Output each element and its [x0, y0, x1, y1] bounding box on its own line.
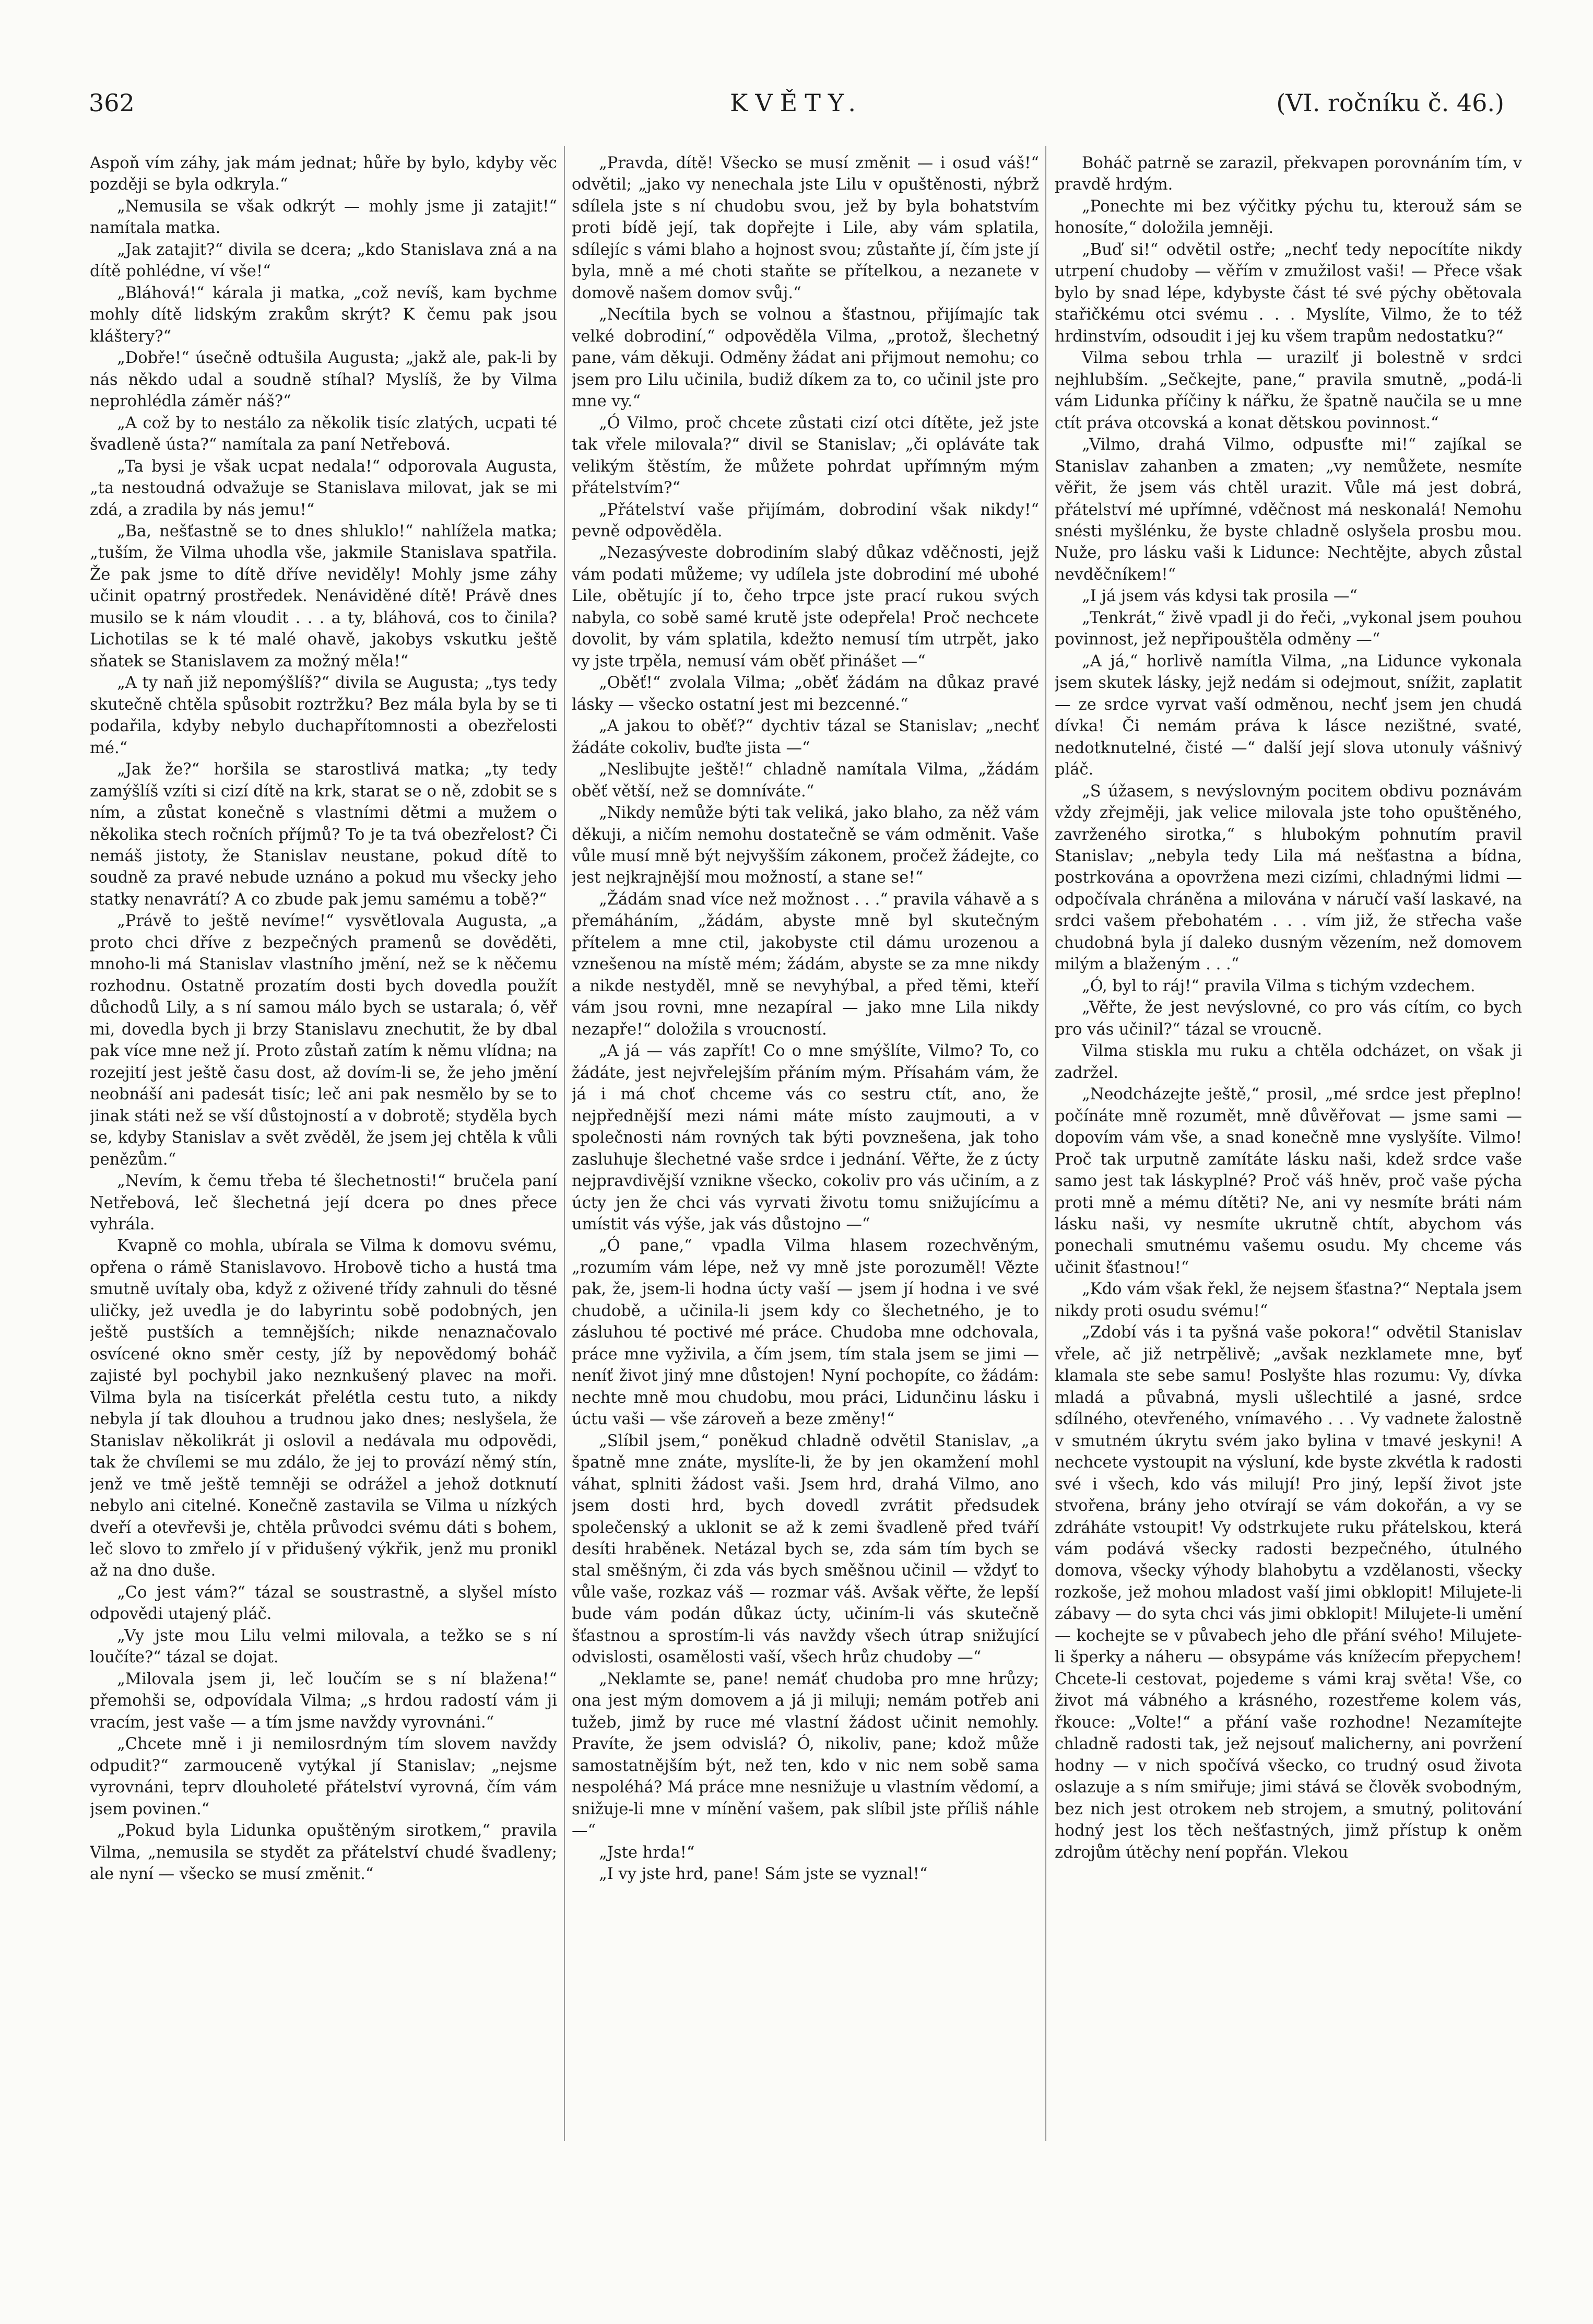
- column-divider: [564, 146, 565, 2141]
- paragraph: „Tenkrát,“ živě vpadl ji do řeči, „vykonal jsem pouhou povinnost, jež nepřipouštěla odměny —“: [1055, 608, 1522, 649]
- paragraph: „Bláhová!“ kárala ji matka, „což nevíš, kam bychme mohly dítě lidským zrakům skrýt? K čemu pak jsou kláštery?“: [90, 284, 557, 346]
- paragraph: „A což by to nestálo za několik tisíc zlatých, ucpati té švadleně ústa?“ namítala za paní Netřebová.: [90, 414, 557, 454]
- paragraph: „Milovala jsem ji, leč loučím se s ní blažena!“ přemohši se, odpovídala Vilma; „s hrdou radostí vám ji vracím, jest vaše — a tím jsme navždy vyrovnáni.“: [90, 1670, 557, 1732]
- paragraph: „I vy jste hrd, pane! Sám jste se vyznal!“: [599, 1865, 928, 1884]
- paragraph: „Nikdy nemůže býti tak veliká, jako blaho, za něž vám děkuji, a ničím nemohu dostatečně se vám odměnit. Vaše vůle musí mně být nejvyšším zákonem, pročež žádejte, co jest nejkrajnější mou možností, a stane se!“: [572, 804, 1039, 887]
- paragraph: „Slíbil jsem,“ poněkud chladně odvětil Stanislav, „a špatně mne znáte, myslíte-li, že by jen okamžení mohl váhat, splniti žádost vaši. Jsem hrd, drahá Vilmo, ano jsem dosti hrd, bych dovedl zvrátit předsudek společenský a uklonit se až k zemi švadleně před tváří desíti hraběnek. Netázal bych se, zda sám tím bych se stal směšným, či zda vás bych směšnou učinil — vždyť to vůle vaše, rozkaz váš — rozmar váš. Avšak věřte, že lepší bude vám podán důkaz úcty, učiním-li vás skutečně šťastnou a sprostím-li vás navždy všech útrap snižující odvislosti, osamělosti vaší, všech hrůz chudoby —“: [572, 1431, 1039, 1667]
- paragraph: „Buď si!“ odvětil ostře; „nechť tedy nepocítíte nikdy utrpení chudoby — věřím v zmužilost vaši! — Přece však bylo by snad lépe, kdybyste část té své pýchy obětovala stařičkému otci svému . . . Myslíte, Vilmo, že to též hrdinstvím, odsoudit i jej ku všem trapům nedostatku?“: [1055, 240, 1522, 346]
- journal-title: KVĚTY.: [730, 89, 863, 117]
- page-header: [89, 89, 1504, 125]
- paragraph: „Neklamte se, pane! nemáť chudoba pro mne hrůzy; ona jest mým domovem a já ji miluji; nemám potřeb ani tužeb, jimž by ruce mé vlastní žádost učinit nemohly. Pravíte, že jsem odvislá? Ó, nikoliv, pane; kdož může samostatnějším být, než ten, kdo v nic nem sobě sama nespoléhá? Má práce mne nesnižuje u vlastním vědomí, a snižuje-li mne v mínění vašem, pak slíbil jste příliš náhle —“: [572, 1670, 1039, 1840]
- paragraph: „Neslibujte ještě!“ chladně namítala Vilma, „žádám oběť větší, než se domníváte.“: [572, 760, 1039, 801]
- paragraph: „Necítila bych se volnou a šťastnou, přijímajíc tak velké dobrodiní,“ odpověděla Vilma, „protož, šlechetný pane, vám děkuji. Odměny žádat ani přijmout nemohu; co jsem pro Lilu učinila, budiž díkem za to, co učinil jste pro mne vy.“: [572, 306, 1039, 411]
- paragraph: „A jakou to oběť?“ dychtiv tázal se Stanislav; „nechť žádáte cokoliv, buďte jista —“: [572, 717, 1039, 757]
- paragraph: „I já jsem vás kdysi tak prosila —“: [1082, 587, 1358, 606]
- paragraph: „Oběť!“ zvolala Vilma; „oběť žádám na důkaz pravé lásky — všecko ostatní jest mi bezcenné.“: [572, 674, 1039, 714]
- issue-label: (VI. ročníku č. 46.): [1276, 89, 1504, 117]
- paragraph: „Kdo vám však řekl, že nejsem šťastna?“ Neptala jsem nikdy proti osudu svému!“: [1055, 1280, 1522, 1320]
- paragraph: „S úžasem, s nevýslovným pocitem obdivu poznávám vždy zřejměji, jak velice milovala jste toho opuštěného, zavrženého sirotka,“ s hlubokým pohnutím pravil Stanislav; „nebyla tedy Lila má nešťastna a bídna, postrkována a opovržena mezi cizími, chladnými lidmi — odpočívala chráněna a milována v náručí vaší laskavé, na srdci vašem přebohatém . . . vím již, že střecha vaše chudobná byla jí daleko dusným vězením, než domovem milým a blaženým . . .“: [1055, 782, 1522, 974]
- paragraph: „Pokud byla Lidunka opuštěným sirotkem,“ pravila Vilma, „nemusila se stydět za přátelství chudé švadleny; ale nyní — všecko se musí změnit.“: [90, 1822, 557, 1884]
- paragraph: „Pravda, dítě! Všecko se musí změnit — i osud váš!“ odvětil; „jako vy nenechala jste Lilu v opuštěnosti, nýbrž sdílela jste s ní chudobu svou, jež by byla bohatstvím proti bídě její, tak dopřejte i Lile, aby vám splatila, sdílejíc s vámi blaho a hojnost svou; zůstaňte jí, čím jste jí byla, mně a mé choti staňte se přítelkou, a nezanete v domově našem domov svůj.“: [572, 154, 1039, 302]
- paragraph: „Nemusila se však odkrýt — mohly jsme ji zatajit!“ namítala matka.: [90, 197, 557, 238]
- paragraph: „Přátelství vaše přijímám, dobrodiní však nikdy!“ pevně odpověděla.: [572, 500, 1039, 541]
- paragraph: Kvapně co mohla, ubírala se Vilma k domovu svému, opřena o rámě Stanislavovo. Hrobově ticho a hustá tma smutně uvítaly oba, když z oživené třídy zahnuli do těsné uličky, jež uvedla je do labyrintu sobě podobných, jen ještě pustších a temnějších; nikde nenaznačovalo osvícené okno směr cesty, jíž by nepovědomý boháč zajisté byl pochybil jako neznkušený plavec na moři. Vilma byla na tisícerkát přelétla cestu tuto, a nikdy nebyla jí tak dlouhou a trudnou jako dnes; neslyšela, že Stanislav několikrát ji oslovil a nedávala mu odpovědi, tak že chvílemi se mu zdálo, že jej to provází němý stín, jenž ve tmě ještě temněji se odrážel a jehož dotknutí nebylo ani citelné. Konečně zastavila se Vilma u nízkých dveří a otevřevši je, chtěla průvodci svému dáti s bohem, leč slovo to zmřelo jí v přidušený výkřik, jenž mu pronikl až na dno duše.: [90, 1237, 557, 1580]
- paragraph: „Věřte, že jest nevýslovné, co pro vás cítím, co bych pro vás učinil?“ tázal se vroucně.: [1055, 999, 1522, 1039]
- paragraph: „Právě to ještě nevíme!“ vysvětlovala Augusta, „a proto chci dříve z bezpečných pramenů se dověděti, mnoho-li má Stanislav vlastního jmění, než se k něčemu rozhodnu. Ostatně prozatím dosti bych dovedla použít důchodů Lily, a s ní samou málo bych se ustarala; ó, věř mi, dovedla bych ji brzy Stanislavu znechutit, že by dbal pak více mne než jí. Proto zůstaň zatím k němu vlídna; na rozejití jest ještě času dost, až dovím-li se, že jeho jmění neobnáší ani padesát tisíc; leč ani pak nesmělo by se to jinak státi než se vší důstojností a v dobrotě; styděla bych se, kdyby Stanislav a svět zvěděl, že jsem jej chtěla k vůli penězům.“: [90, 912, 557, 1169]
- paragraph: „Co jest vám?“ tázal se soustrastně, a slyšel místo odpovědi utajený pláč.: [90, 1583, 557, 1624]
- paragraph: „Ponechte mi bez výčitky pýchu tu, kterouž sám se honosíte,“ doložila jemněji.: [1055, 197, 1522, 238]
- paragraph: „Ba, nešťastně se to dnes shluklo!“ nahlížela matka; „tuším, že Vilma uhodla vše, jakmile Stanislava spatřila. Že pak jsme to dítě dříve neviděly! Mohly jsme záhy učinit opatrný prostředek. Nenáviděné dítě! Právě dnes musilo se k nám vloudit . . . a ty, bláhová, cos to činila? Lichotilas se k té malé ohavě, jakobys vskutku ještě sňatek se Stanislavem za možný měla!“: [90, 522, 557, 671]
- paragraph: „Ó pane,“ vpadla Vilma hlasem rozechvěným, „rozumím vám lépe, než vy mně jste porozuměl! Vězte pak, že, jsem-li hodna úcty vaší — jsem jí hodna i ve své chudobě, a učinila-li jsem kdy co šlechetného, je to zásluhou té poctivé mé práce. Chudoba mne odchovala, práce mne vyživila, a čím jsem, tím stala jsem se jimi — neníť život jiný mne důstojen! Nyní pochopíte, co žádám: nechte mně mou chudobu, mou práci, Lidunčinu lásku i úctu vaši — vše zároveň a beze změny!“: [572, 1237, 1039, 1429]
- paragraph: „Dobře!“ úsečně odtušila Augusta; „jakž ale, pak-li by nás někdo udal a soudně stíhal? Myslíš, že by Vilma neprohlédla záměr náš?“: [90, 349, 557, 411]
- text-column-3: [1055, 152, 1522, 2221]
- paragraph: Vilma sebou trhla — urazilť ji bolestně v srdci nejhlubším. „Sečkejte, pane,“ pravila smutně, „podá-li vám Lidunka příčiny k nářku, že špatně naučila se u mne ctít práva otcovská a konat dětskou povinnost.“: [1055, 349, 1522, 432]
- paragraph: „Nezasýveste dobrodiním slabý důkaz vděčnosti, jejž vám podati můžeme; vy udílela jste dobrodiní mé ubohé Lile, obětujíc jí to, čeho trpce jste prací rukou svých nabyla, co sobě samé krutě jste odepřela! Proč nechcete dovolit, by vám splatila, kdežto nemusí tím utrpět, jako vy jste trpěla, nemusí vám oběť přinášet —“: [572, 544, 1039, 671]
- paragraph: „Žádám snad více než možnost . . .“ pravila váhavě a s přemáháním, „žádám, abyste mně byl skutečným přítelem a mne ctil, jakobyste ctil dámu urozenou a vznešenou na místě mém; žádám, abyste se za mne nikdy a nikde nestyděl, mně se nevyhýbal, a před těmi, kteří vám jsou rovni, mne nezapíral — jako mne Lila nikdy nezapře!“ doložila s vroucností.: [572, 890, 1039, 1039]
- page-number: 362: [89, 89, 135, 117]
- text-column-2: [572, 152, 1039, 2221]
- paragraph: Boháč patrně se zarazil, překvapen porovnáním tím, v pravdě hrdým.: [1055, 154, 1522, 194]
- paragraph: „Vilmo, drahá Vilmo, odpusťte mi!“ zajíkal se Stanislav zahanben a zmaten; „vy nemůžete, nesmíte věřit, že jsem vás chtěl urazit. Vůle má jest dobrá, přátelství mé upřímné, vděčnost má neskonalá! Nemohu snésti myšlénku, že byste chladně oslyšela prosbu mou. Nuže, pro lásku vaši k Lidunce: Nechtějte, abych zůstal nevděčníkem!“: [1055, 436, 1522, 584]
- paragraph: Vilma stiskla mu ruku a chtěla odcházet, on však ji zadržel.: [1055, 1042, 1522, 1082]
- paragraph: „Chcete mně i ji nemilosrdným tím slovem navždy odpudit?“ zarmouceně vytýkal jí Stanislav; „nejsme vyrovnáni, teprv dlouholeté přátelství vyrovná, čím vám jsem povinen.“: [90, 1735, 557, 1818]
- paragraph: „Ó Vilmo, proč chcete zůstati cizí otci dítěte, jež jste tak vřele milovala?“ divil se Stanislav; „či opláváte tak velikým štěstím, že můžete pohrdat upřímným mým přátelstvím?“: [572, 414, 1039, 498]
- paragraph: „A ty naň již nepomýšlíš?“ divila se Augusta; „tys tedy skutečně chtěla spůsobit roztržku? Bez mála byla by se ti podařila, kdyby nebylo duchapřítomnosti a obezřelosti mé.“: [90, 674, 557, 757]
- paragraph: „Jste hrda!“: [599, 1843, 695, 1862]
- paragraph: „Jak že?“ horšila se starostlivá matka; „ty tedy zamýšlíš vzíti si cizí dítě na krk, starat se o ně, zdobit se s ním, a zůstat konečně s vlastními dětmi a mužem o několika stech ročních příjmů? To je ta tvá obezřelost? Či nemáš jistoty, že Stanislav neustane, pokud dítě to soudně za pravé nebude uznáno a pokud mu všecky jeho statky nenavrátí? A co zbude pak jemu samému a tobě?“: [90, 760, 557, 909]
- column-divider: [1045, 146, 1046, 2141]
- paragraph: „Zdobí vás i ta pyšná vaše pokora!“ odvětil Stanislav vřele, ač již netrpělivě; „avšak nezklamete mne, byť klamala ste sebe samu! Poslyšte hlas rozumu: Vy, dívka mladá a půvabná, mysli ušlechtilé a jasné, srdce sdílného, otevřeného, vnímavého . . . Vy vadnete žalostně v smutném úkrytu svém jako bylina v tmavé jeskyni! A nechcete vystoupit na výsluní, kde byste zkvétla k radosti své i všech, kdo vás milují! Pro jiný, lepší život jste stvořena, brány jeho otvírají se vám dokořán, a vy se zdráháte vstoupit! Vy odstrkujete ruku přátelskou, která vám podává všecky radosti bezpečného, útulného domova, všecky výhody blahobytu a vzdělanosti, všecky rozkoše, jež mohou mladost vaší jimi obklopit! Milujete-li zábavy — do syta chci vás jimi obklopit! Milujete-li umění — kochejte se v půvabech jeho dle přání svého! Milujete-li šperky a náheru — obsypáme vás knížecím přepychem! Chcete-li cestovat, pojedeme s vámi kraj světa! Vše, co život má vábného a krásného, rozestřeme kolem vás, řkouce: „Volte!“ a přání vaše rozhodne! Nezamítejte chladně radosti tak, jež nejsouť malicherny, ani povržení hodny — v nich spočívá všecko, co trudný osud života oslazuje a s ním smiřuje; jimi stává se člověk svobodným, bez nich jest otrokem neb strojem, a smutný, politování hodný jest los těch nešťastných, jimž přístup k oněm zdrojům útěchy není popřán. Vlekou: [1055, 1323, 1522, 1862]
- paragraph: „A já — vás zapřít! Co o mne smýšlíte, Vilmo? To, co žádáte, jest nejvřelejším přáním mým. Přísahám vám, že já i má choť chceme vás co sestru ctít, ano, že nejpřednější mezi námi máte místo zaujmouti, a v společnosti nám rovných tak býti povznešena, jak toho zasluhuje šlechetné vaše srdce i jednání. Věřte, že z úcty nejpravdivější vznikne všecko, cokoliv pro vás učiním, a z úcty jen že chci vás vyrvati životu tomu snižujícímu a umístit vás výše, jak vás důstojno —“: [572, 1042, 1039, 1234]
- paragraph: Aspoň vím záhy, jak mám jednat; hůře by bylo, kdyby věc později se byla odkryla.“: [90, 154, 557, 194]
- paragraph: „Ta bysi je však ucpat nedala!“ odporovala Augusta, „ta nestoudná odvažuje se Stanislava milovat, jak se mi zdá, a zradila by nás jemu!“: [90, 457, 557, 519]
- paragraph: „Nevím, k čemu třeba té šlechetnosti!“ bručela paní Netřebová, leč šlechetná její dcera po dnes přece vyhrála.: [90, 1172, 557, 1234]
- paragraph: „Neodcházejte ještě,“ prosil, „mé srdce jest přeplno! počínáte mně rozumět, mně důvěřovat — jsme sami — dopovím vám vše, a snad konečně mne vyslyšíte. Vilmo! Proč tak urputně zamítáte lásku naši, kdež srdce vaše samo jest tak láskyplné? Proč váš hněv, proč vaše pýcha proti mně a mému dítěti? Ne, ani vy nesmíte bráti nám lásku naši, vy nesmíte ukrutně chtít, abychom vás ponechali smutnému vašemu osudu. My chceme vás učinit šťastnou!“: [1055, 1085, 1522, 1277]
- text-column-1: [90, 152, 557, 2221]
- paragraph: „Ó, byl to ráj!“ pravila Vilma s tichým vzdechem.: [1082, 977, 1476, 995]
- paragraph: „A já,“ horlivě namítla Vilma, „na Lidunce vykonala jsem skutek lásky, jejž nedám si odejmout, snížit, zaplatit — ze srdce vyrvat vaší odměnou, nechť jsem jen chudá dívka! Či nemám práva k lásce nezištné, svaté, nedotknutelné, čisté —“ další její slova utonuly vášnivý pláč.: [1055, 652, 1522, 779]
- paragraph: „Vy jste mou Lilu velmi milovala, a težko se s ní loučíte?“ tázal se dojat.: [90, 1626, 557, 1667]
- paragraph: „Jak zatajit?“ divila se dcera; „kdo Stanislava zná a na dítě pohlédne, ví vše!“: [90, 240, 557, 281]
